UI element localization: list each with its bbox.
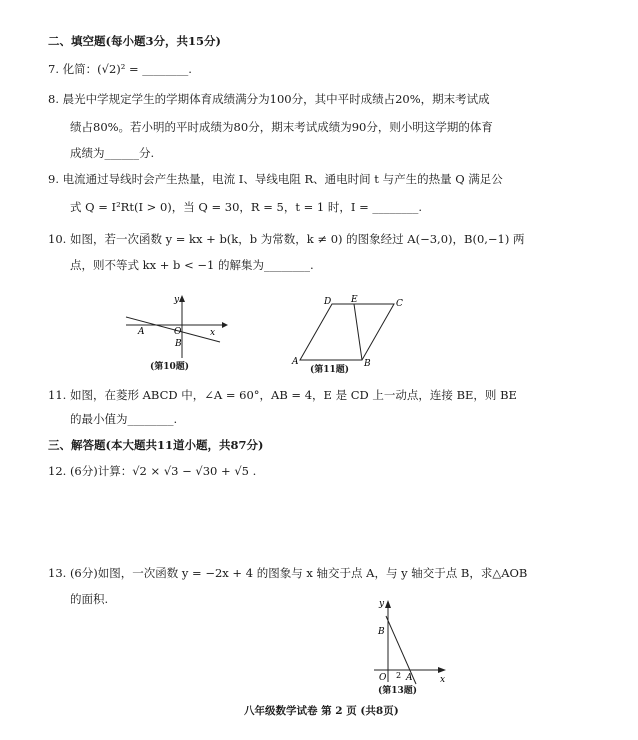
question-13-line-1: 13. (6分)如图，一次函数 y = −2x + 4 的图象与 x 轴交于点 A，与 y 轴交于点 B，求△AOB: [48, 566, 528, 580]
figure-11: [290, 292, 410, 368]
question-8-line-2: 绩占80%。若小明的平时成绩为80分，期末考试成绩为90分，则小明这学期的体育: [70, 120, 493, 134]
question-9-line-2: 式 Q = I²Rt(I > 0)，当 Q = 30，R = 5，t = 1 时，I = ________.: [70, 200, 423, 214]
fig11-label-c: C: [396, 299, 403, 309]
page-footer: 八年级数学试卷 第 2 页 (共8页): [244, 705, 399, 717]
fig13-label-2: 2: [396, 671, 402, 680]
fig13-label-y: y: [379, 599, 385, 609]
fig13-label-o: O: [379, 673, 387, 683]
question-11-line-2: 的最小值为________.: [70, 412, 178, 426]
question-8-line-1: 8. 晨光中学规定学生的学期体育成绩满分为100分，其中平时成绩占20%，期末考试成: [48, 92, 490, 106]
figure-10: [120, 290, 230, 370]
question-7: 7. 化简：(√2)² = ________.: [48, 62, 192, 76]
question-10-line-2: 点，则不等式 kx + b < −1 的解集为________.: [70, 258, 314, 272]
question-13-line-2: 的面积.: [70, 592, 109, 606]
fig13-label-a: A: [406, 673, 413, 683]
fig10-label-o: O: [174, 327, 182, 337]
question-9-line-1: 9. 电流通过导线时会产生热量，电流 I、导线电阻 R、通电时间 t 与产生的热量 Q 满足公: [48, 172, 503, 186]
fig11-label-b: B: [364, 359, 371, 368]
fig13-label-x: x: [440, 675, 446, 685]
fig11-segment-be: [354, 304, 362, 360]
figure-10-caption: (第10题): [150, 362, 190, 372]
fig13-x-arrow: [438, 667, 446, 673]
fig10-label-b: B: [175, 339, 182, 349]
fig13-label-b: B: [378, 627, 385, 637]
fig11-label-d: D: [324, 297, 332, 307]
fig10-label-y: y: [174, 295, 180, 305]
question-12: 12. (6分)计算：√2 × √3 − √30 + √5 .: [48, 464, 257, 478]
question-10-line-1: 10. 如图，若一次函数 y = kx + b(k，b 为常数，k ≠ 0) 的图象经过 A(−3,0)，B(0,−1) 两: [48, 232, 525, 246]
fig11-label-a: A: [292, 357, 299, 367]
figure-13-caption: (第13题): [378, 686, 418, 696]
figure-13: [362, 596, 452, 686]
fig11-label-e: E: [351, 295, 358, 305]
fig11-rhombus: [300, 304, 394, 360]
question-8-line-3: 成绩为______分.: [70, 146, 155, 160]
fig10-x-arrow: [222, 322, 228, 328]
fig13-y-arrow: [385, 600, 391, 608]
fig10-label-x: x: [210, 328, 216, 338]
fig10-label-a: A: [138, 327, 145, 337]
question-11-line-1: 11. 如图，在菱形 ABCD 中，∠A = 60°，AB = 4，E 是 CD 上一动点，连接 BE，则 BE: [48, 388, 517, 402]
section-3-title: 三、解答题(本大题共11道小题，共87分): [48, 438, 264, 452]
fig10-y-arrow: [179, 295, 185, 302]
section-2-title: 二、填空题(每小题3分，共15分): [48, 34, 221, 48]
figure-11-caption: (第11题): [310, 365, 350, 375]
